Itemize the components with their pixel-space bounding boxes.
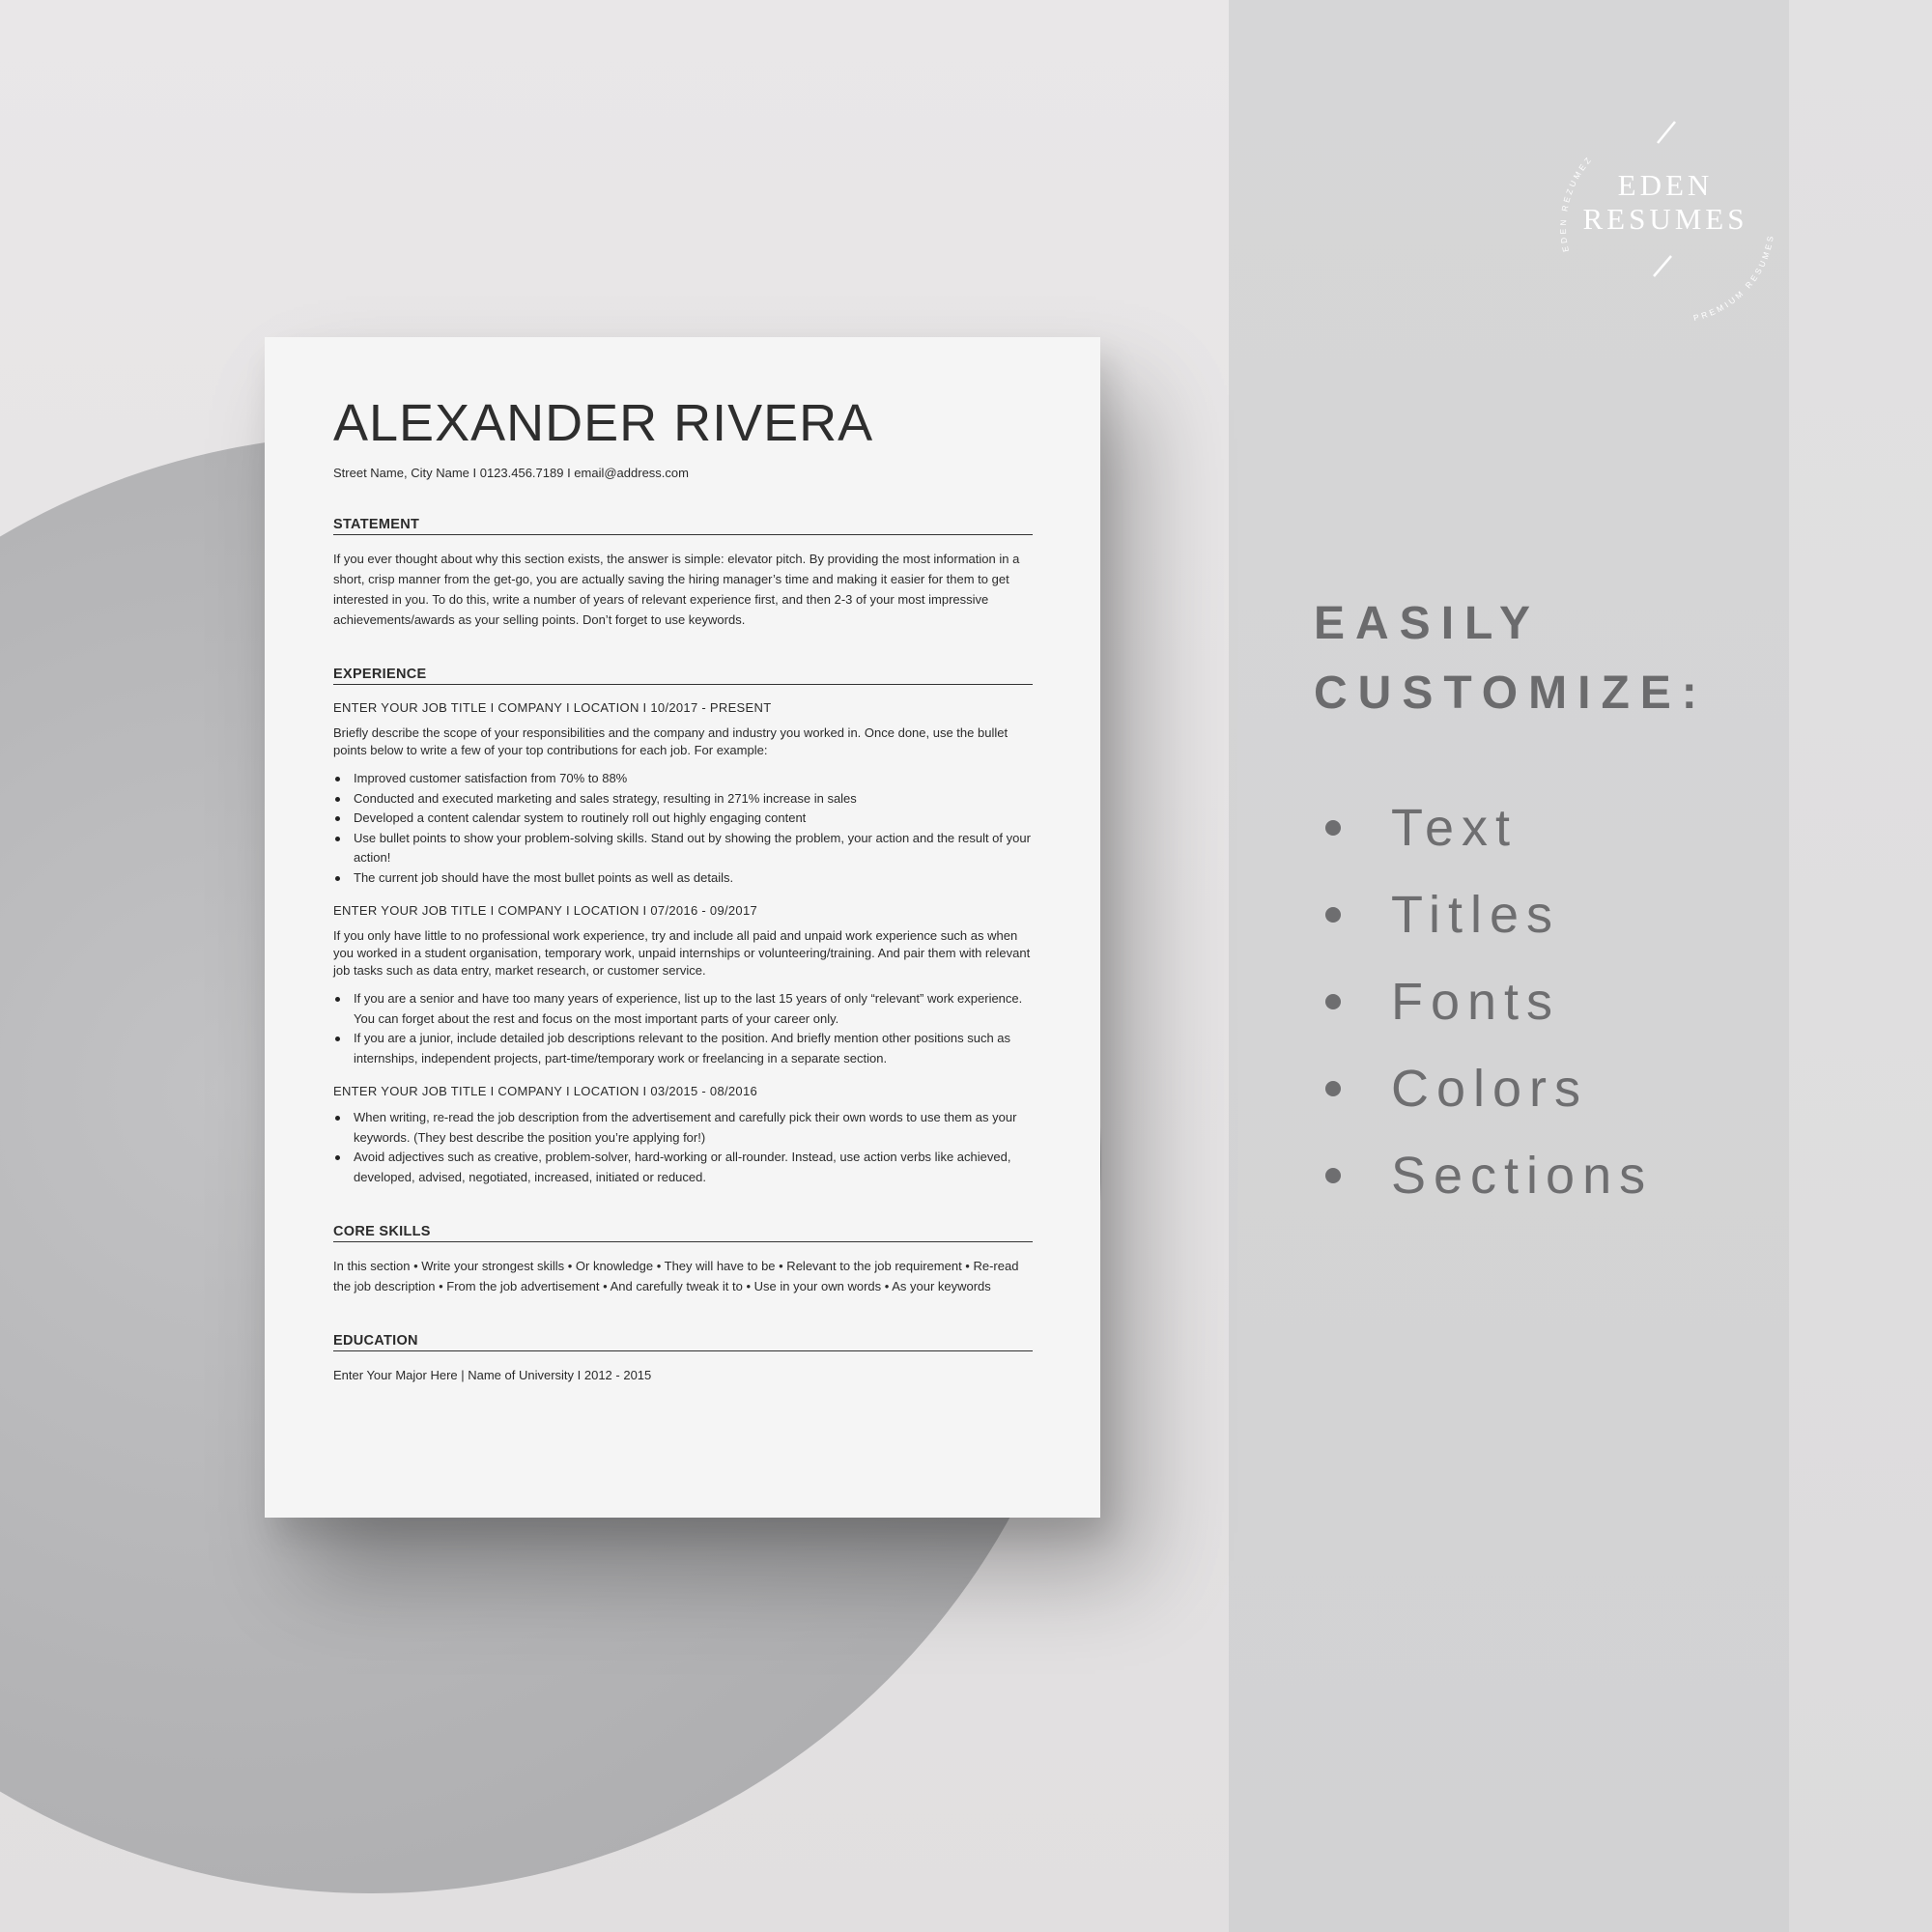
feature-label: Sections [1391, 1147, 1654, 1205]
feature-item [1321, 958, 1653, 1045]
feature-item [1321, 1132, 1653, 1219]
job-bullets [333, 769, 1033, 888]
bullet-item: Use bullet points to show your problem-solving skills. Stand out by showing the problem, your action and the result of your action! [333, 829, 1033, 868]
feature-item [1321, 1045, 1653, 1132]
logo-ring-bottom: PREMIUM RESUMES [1691, 232, 1776, 324]
bullet-dot-icon [1325, 994, 1341, 1009]
customize-heading-line2: CUSTOMIZE: [1314, 668, 1708, 719]
bullet-dot-icon [1325, 907, 1341, 923]
eden-resumes-logo [1542, 106, 1793, 328]
feature-item [1321, 784, 1653, 871]
job-bullets [333, 989, 1033, 1068]
bullet-item: If you are a junior, include detailed job descriptions relevant to the position. And briefly mention other positions such as internships, independent projects, part-time/temporary work or freelancing in a separate section. [333, 1029, 1033, 1068]
statement-title: STATEMENT [333, 517, 1033, 535]
job-header: ENTER YOUR JOB TITLE I COMPANY I LOCATION I 03/2015 - 08/2016 [333, 1084, 758, 1099]
feature-label: Fonts [1391, 973, 1561, 1031]
statement-text: If you ever thought about why this section exists, the answer is simple: elevator pitch. By providing the most information in a short, crisp manner from the get-go, you are actually saving the hiring manager’s time and making it easier for them to get interested in you. To do this, write a number of years of relevant experience first, and then 2-3 of your most impressive achievements/awards as your selling points. Don’t forget to use keywords. [333, 552, 1020, 628]
logo-slash-bottom [1654, 256, 1671, 276]
logo-line1: EDEN [1617, 168, 1714, 202]
background-right-strip [1789, 0, 1932, 1932]
skills-title: CORE SKILLS [333, 1224, 1033, 1242]
bullet-dot-icon [1325, 1081, 1341, 1096]
bullet-item: Improved customer satisfaction from 70% to 88% [333, 769, 1033, 789]
resume-contact: Street Name, City Name I 0123.456.7189 I email@address.com [333, 466, 689, 481]
logo-ring-top: EDEN REZUMEZ [1557, 153, 1595, 253]
education-title: EDUCATION [333, 1333, 1033, 1351]
job-header: ENTER YOUR JOB TITLE I COMPANY I LOCATION I 10/2017 - PRESENT [333, 700, 772, 716]
feature-label: Titles [1391, 886, 1561, 944]
feature-item [1321, 871, 1653, 958]
skills-text: In this section • Write your strongest skills • Or knowledge • They will have to be • Relevant to the job requirement • Re-read the job description • From the job advertisement • And carefully tweak it to • Use in your own words • As your keywords [333, 1259, 1019, 1294]
education-text: Enter Your Major Here | Name of University I 2012 - 2015 [333, 1368, 652, 1383]
feature-list [1321, 784, 1653, 1219]
bullet-item: The current job should have the most bullet points as well as details. [333, 868, 1033, 889]
bullet-dot-icon [1325, 820, 1341, 836]
resume-page [265, 337, 1100, 1518]
bullet-item: Conducted and executed marketing and sales strategy, resulting in 271% increase in sales [333, 789, 1033, 810]
feature-label: Text [1391, 799, 1519, 857]
job-description: Briefly describe the scope of your responsibilities and the company and industry you worked in. Once done, use the bullet points below to write a few of your top contributions for each job. For example: [333, 725, 1009, 758]
bullet-item: When writing, re-read the job description from the advertisement and carefully pick their own words to use them as your keywords. (They best describe the position you’re applying for!) [333, 1108, 1033, 1148]
experience-title: EXPERIENCE [333, 667, 1033, 685]
bullet-item: If you are a senior and have too many years of experience, list up to the last 15 years of only “relevant” work experience. You can forget about the rest and focus on the most important parts of your career only. [333, 989, 1033, 1029]
logo-line2: RESUMES [1582, 202, 1748, 236]
resume-name: ALEXANDER RIVERA [333, 394, 874, 452]
job-bullets [333, 1108, 1033, 1187]
job-description: If you only have little to no professional work experience, try and include all paid and unpaid work experience such as when you worked in a student organisation, temporary work, unpaid internships or volunteering/training. And pair them with relevant job tasks such as data entry, market research, or customer service. [333, 928, 1031, 979]
bullet-dot-icon [1325, 1168, 1341, 1183]
bullet-item: Developed a content calendar system to routinely roll out highly engaging content [333, 809, 1033, 829]
feature-label: Colors [1391, 1060, 1589, 1118]
customize-heading-line1: EASILY [1314, 598, 1541, 649]
bullet-item: Avoid adjectives such as creative, problem-solver, hard-working or all-rounder. Instead, use action verbs like achieved, developed, advised, negotiated, increased, initiated or reduced. [333, 1148, 1033, 1187]
customize-heading [1314, 589, 1708, 728]
job-header: ENTER YOUR JOB TITLE I COMPANY I LOCATION I 07/2016 - 09/2017 [333, 903, 758, 919]
logo-slash-top [1658, 122, 1675, 143]
